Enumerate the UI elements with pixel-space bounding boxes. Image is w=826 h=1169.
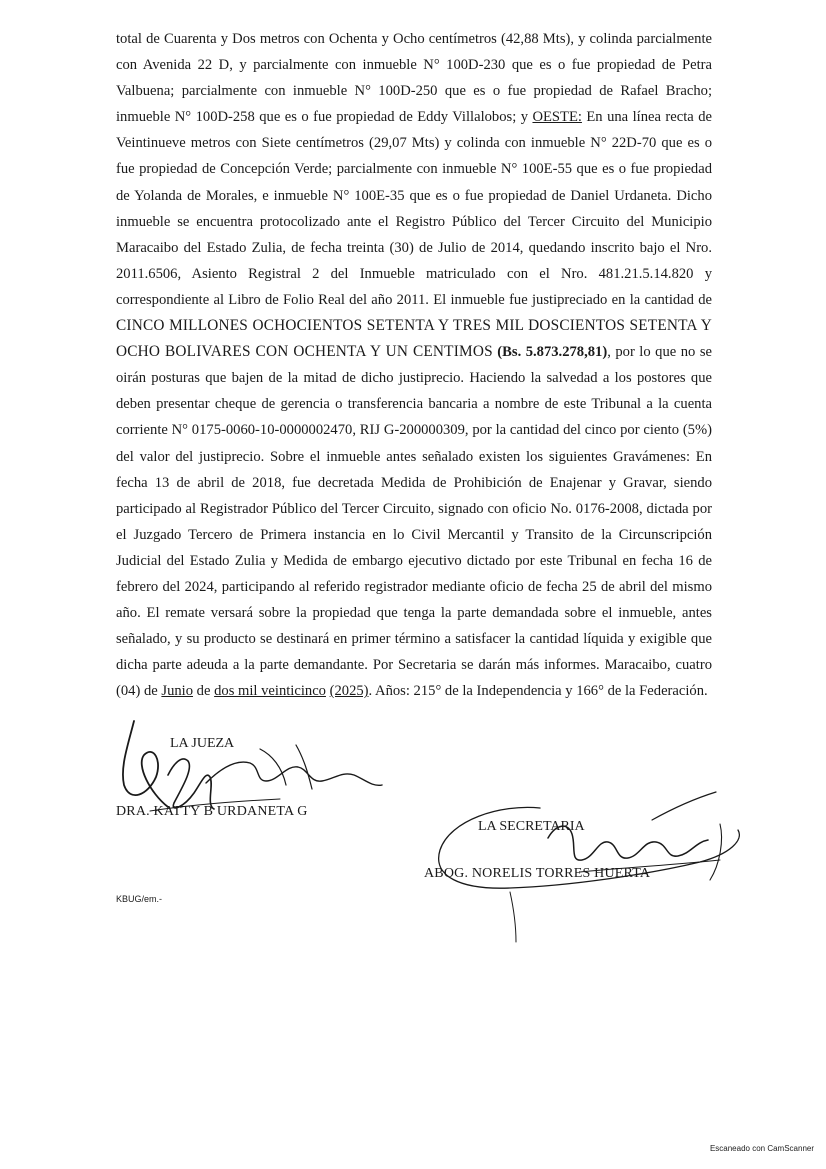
judge-signature-scribble (110, 715, 390, 835)
text-segment-5: de (193, 683, 215, 700)
year-in-numbers: (2025) (329, 683, 369, 700)
text-segment-2: En una línea recta de Veintinueve metros con Siete centímetros (29,07 Mts) y colinda con inmueble N° 22D-70 que es o fue propiedad de Concepción Verde; parcialmente con inmueble N° 100E-55 que es o fue propiedad de Yolanda de Morales, e inmueble N° 100E-35 que es o fue propiedad de Daniel Urdaneta. Dicho inmueble se encuentra protocolizado ante el Registro Público del Tercer Circuito del Municipio Maracaibo del Estado Zulia, de fecha treinta (30) de Julio de 2014, quedando inscrito bajo el Nro. 2011.6506, Asiento Registral 2 del Inmueble matriculado con el Nro. 481.21.5.14.820 y correspondiente al Libro de Folio Real del año 2011. El inmueble fue justipreciado en la cantidad de (116, 109, 712, 308)
secretary-name: ABOG. NORELIS TORRES HUERTA (424, 866, 651, 881)
oeste-heading: OESTE: (532, 109, 582, 126)
secretary-signature-scribble (420, 780, 750, 950)
month-name: Junio (161, 683, 194, 700)
body-paragraph (116, 26, 712, 704)
text-segment-4: , por lo que no se oirán posturas que bajen de la mitad de dicho justiprecio. Haciendo la salvedad a los postores que deben presentar cheque de gerencia o transferencia bancaria a nombre de este Tribunal a la cuenta corriente N° 0175-0060-10-0000002470, RIJ G-200000309, por la cantidad del cinco por ciento (5%) del valor del justiprecio. Sobre el inmueble antes señalado existen los siguientes Gravámenes: En fecha 13 de abril de 2018, fue decretada Medida de Prohibición de Enajenar y Gravar, siendo participado al Registrador Público del Tercer Circuito, signado con oficio No. 0176-2008, dictada por el Juzgado Tercero de Primera instancia en lo Civil Mercantil y Transito de la Circunscripción Judicial del Estado Zulia y Medida de embargo ejecutivo dictado por este Tribunal en fecha 16 de febrero del 2024, participando al referido registrador mediante oficio de fecha 25 de abril del mismo año. El remate versará sobre la propiedad que tenga la parte demandada sobre el inmueble, antes señalado, y su producto se destinará en primer término a satisfacer la cantidad líquida y exigible que dicha parte adeuda a la parte demandante. Por Secretaria se darán más informes. Maracaibo, cuatro (04) de (116, 344, 712, 700)
secretary-label: LA SECRETARIA (478, 819, 585, 834)
amount-in-words: CINCO MILLONES OCHOCIENTOS SETENTA Y TRES MIL DOSCIENTOS SETENTA Y OCHO BOLIVARES CON OCHENTA Y UN CENTIMOS (116, 317, 712, 361)
scanner-watermark: Escaneado con CamScanner (709, 1144, 814, 1153)
judge-label: LA JUEZA (170, 736, 235, 751)
amount-in-numbers: (Bs. 5.873.278,81) (497, 344, 608, 361)
text-segment-7: . Años: 215° de la Independencia y 166° de la Federación. (368, 683, 708, 700)
year-in-words: dos mil veinticinco (214, 683, 326, 700)
judge-name: DRA. KATTY B URDANETA G (116, 804, 308, 819)
reference-initials: KBUG/em.- (116, 894, 163, 904)
text-segment-1: total de Cuarenta y Dos metros con Ochenta y Ocho centímetros (42,88 Mts), y colinda parcialmente con Avenida 22 D, y parcialmente con inmueble N° 100D-230 que es o fue propiedad de Petra Valbuena; parcialmente con inmueble N° 100D-250 que es o fue propiedad de Rafael Bracho; inmueble N° 100D-258 que es o fue propiedad de Eddy Villalobos; y (116, 31, 712, 126)
